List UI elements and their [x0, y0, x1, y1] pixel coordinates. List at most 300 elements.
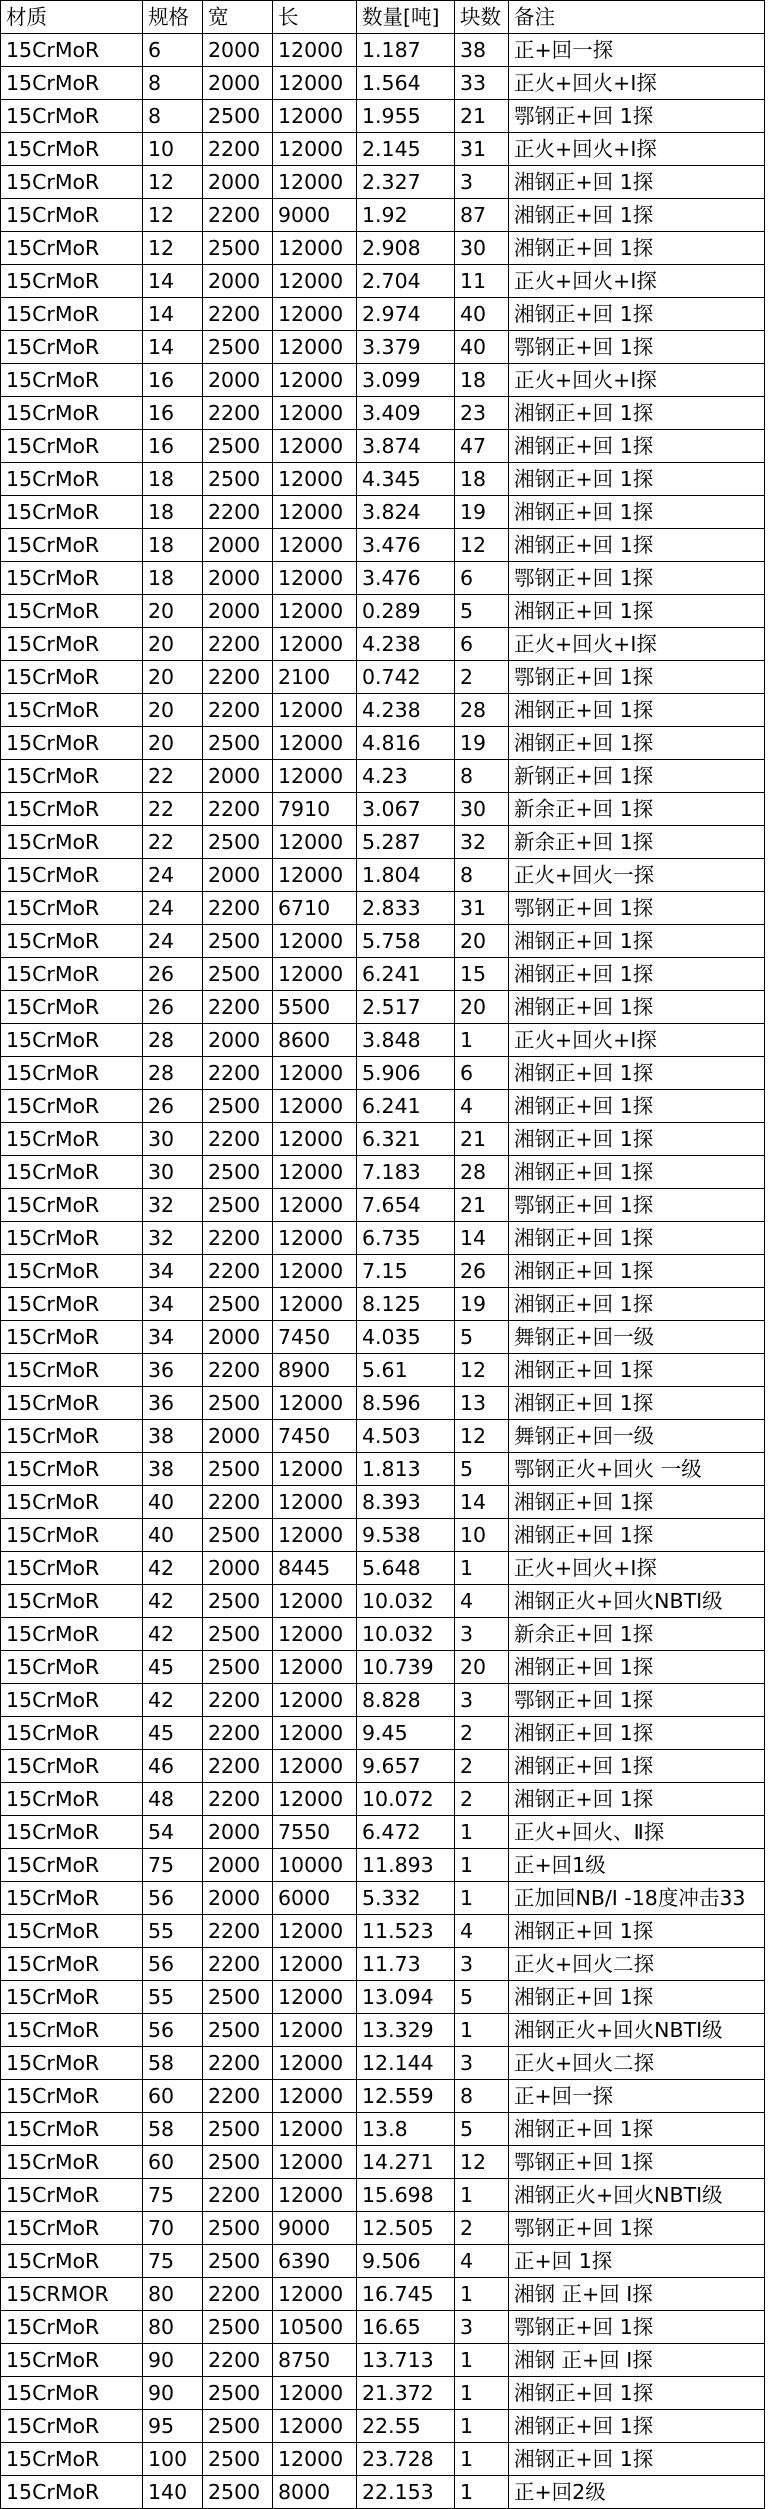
cell-width[interactable]: 2500 [203, 1585, 273, 1618]
header-length[interactable]: 长 [273, 1, 357, 34]
cell-thickness[interactable]: 80 [143, 2278, 203, 2311]
cell-width[interactable]: 2200 [203, 1684, 273, 1717]
cell-length[interactable]: 12000 [273, 1750, 357, 1783]
cell-quantity[interactable]: 3.874 [357, 430, 455, 463]
cell-length[interactable]: 12000 [273, 133, 357, 166]
cell-pieces[interactable]: 2 [455, 1783, 509, 1816]
cell-length[interactable]: 12000 [273, 925, 357, 958]
cell-remarks[interactable]: 湘钢正+回 1探 [509, 694, 765, 727]
cell-thickness[interactable]: 36 [143, 1387, 203, 1420]
cell-remarks[interactable]: 湘钢正火+回火NBTⅠ级 [509, 1585, 765, 1618]
cell-width[interactable]: 2500 [203, 2212, 273, 2245]
cell-length[interactable]: 12000 [273, 1387, 357, 1420]
cell-width[interactable]: 2500 [203, 430, 273, 463]
cell-quantity[interactable]: 16.745 [357, 2278, 455, 2311]
cell-quantity[interactable]: 13.713 [357, 2344, 455, 2377]
cell-remarks[interactable]: 鄂钢正+回 1探 [509, 1189, 765, 1222]
cell-width[interactable]: 2500 [203, 463, 273, 496]
cell-material[interactable]: 15CrMoR [1, 430, 143, 463]
cell-material[interactable]: 15CrMoR [1, 331, 143, 364]
cell-width[interactable]: 2000 [203, 1420, 273, 1453]
cell-remarks[interactable]: 鄂钢正+回 1探 [509, 892, 765, 925]
cell-pieces[interactable]: 38 [455, 34, 509, 67]
cell-material[interactable]: 15CrMoR [1, 1981, 143, 2014]
cell-remarks[interactable]: 正火+回火+I探 [509, 265, 765, 298]
cell-width[interactable]: 2500 [203, 1981, 273, 2014]
cell-thickness[interactable]: 42 [143, 1552, 203, 1585]
cell-material[interactable]: 15CrMoR [1, 397, 143, 430]
cell-length[interactable]: 12000 [273, 2377, 357, 2410]
cell-pieces[interactable]: 5 [455, 1453, 509, 1486]
cell-material[interactable]: 15CrMoR [1, 2311, 143, 2344]
cell-pieces[interactable]: 5 [455, 1321, 509, 1354]
cell-remarks[interactable]: 湘钢正+回 1探 [509, 298, 765, 331]
cell-width[interactable]: 2000 [203, 529, 273, 562]
cell-quantity[interactable]: 7.15 [357, 1255, 455, 1288]
cell-thickness[interactable]: 18 [143, 463, 203, 496]
cell-remarks[interactable]: 湘钢正+回 1探 [509, 397, 765, 430]
cell-quantity[interactable]: 21.372 [357, 2377, 455, 2410]
cell-material[interactable]: 15CrMoR [1, 298, 143, 331]
cell-remarks[interactable]: 湘钢正+回 1探 [509, 1057, 765, 1090]
cell-material[interactable]: 15CrMoR [1, 1321, 143, 1354]
cell-width[interactable]: 2200 [203, 199, 273, 232]
cell-width[interactable]: 2200 [203, 397, 273, 430]
cell-thickness[interactable]: 45 [143, 1717, 203, 1750]
cell-thickness[interactable]: 8 [143, 100, 203, 133]
cell-pieces[interactable]: 21 [455, 100, 509, 133]
cell-thickness[interactable]: 80 [143, 2311, 203, 2344]
cell-length[interactable]: 12000 [273, 1453, 357, 1486]
cell-length[interactable]: 8900 [273, 1354, 357, 1387]
cell-thickness[interactable]: 60 [143, 2080, 203, 2113]
cell-material[interactable]: 15CrMoR [1, 529, 143, 562]
cell-width[interactable]: 2500 [203, 958, 273, 991]
cell-length[interactable]: 12000 [273, 397, 357, 430]
cell-quantity[interactable]: 15.698 [357, 2179, 455, 2212]
cell-width[interactable]: 2500 [203, 925, 273, 958]
cell-pieces[interactable]: 40 [455, 331, 509, 364]
cell-remarks[interactable]: 湘钢 正+回 I探 [509, 2278, 765, 2311]
cell-width[interactable]: 2000 [203, 859, 273, 892]
cell-width[interactable]: 2500 [203, 2014, 273, 2047]
cell-material[interactable]: 15CrMoR [1, 1255, 143, 1288]
cell-quantity[interactable]: 4.238 [357, 628, 455, 661]
cell-quantity[interactable]: 8.393 [357, 1486, 455, 1519]
cell-thickness[interactable]: 70 [143, 2212, 203, 2245]
cell-remarks[interactable]: 正火+回火+I探 [509, 364, 765, 397]
cell-pieces[interactable]: 3 [455, 166, 509, 199]
cell-quantity[interactable]: 12.559 [357, 2080, 455, 2113]
cell-width[interactable]: 2500 [203, 1288, 273, 1321]
cell-thickness[interactable]: 42 [143, 1618, 203, 1651]
cell-thickness[interactable]: 12 [143, 232, 203, 265]
cell-remarks[interactable]: 湘钢正+回 1探 [509, 1255, 765, 1288]
cell-quantity[interactable]: 5.648 [357, 1552, 455, 1585]
cell-remarks[interactable]: 湘钢正+回 1探 [509, 1915, 765, 1948]
cell-pieces[interactable]: 14 [455, 1486, 509, 1519]
cell-remarks[interactable]: 新余正+回 1探 [509, 826, 765, 859]
cell-material[interactable]: 15CrMoR [1, 265, 143, 298]
cell-pieces[interactable]: 31 [455, 133, 509, 166]
cell-thickness[interactable]: 24 [143, 859, 203, 892]
cell-thickness[interactable]: 90 [143, 2377, 203, 2410]
cell-material[interactable]: 15CrMoR [1, 1090, 143, 1123]
cell-material[interactable]: 15CrMoR [1, 199, 143, 232]
cell-quantity[interactable]: 10.032 [357, 1618, 455, 1651]
cell-thickness[interactable]: 42 [143, 1585, 203, 1618]
cell-remarks[interactable]: 湘钢正+回 1探 [509, 166, 765, 199]
cell-remarks[interactable]: 正火+回火+I探 [509, 67, 765, 100]
cell-length[interactable]: 12000 [273, 166, 357, 199]
cell-material[interactable]: 15CrMoR [1, 1519, 143, 1552]
cell-thickness[interactable]: 34 [143, 1255, 203, 1288]
cell-pieces[interactable]: 8 [455, 760, 509, 793]
cell-pieces[interactable]: 5 [455, 2113, 509, 2146]
cell-quantity[interactable]: 7.654 [357, 1189, 455, 1222]
cell-remarks[interactable]: 鄂钢正+回 1探 [509, 1684, 765, 1717]
cell-remarks[interactable]: 湘钢正+回 1探 [509, 199, 765, 232]
cell-length[interactable]: 12000 [273, 232, 357, 265]
cell-quantity[interactable]: 6.735 [357, 1222, 455, 1255]
cell-quantity[interactable]: 22.55 [357, 2410, 455, 2443]
cell-remarks[interactable]: 湘钢正火+回火NBTⅠ级 [509, 2014, 765, 2047]
cell-remarks[interactable]: 正火+回火+I探 [509, 628, 765, 661]
cell-thickness[interactable]: 16 [143, 397, 203, 430]
cell-length[interactable]: 12000 [273, 1585, 357, 1618]
cell-length[interactable]: 12000 [273, 1915, 357, 1948]
cell-thickness[interactable]: 16 [143, 430, 203, 463]
cell-width[interactable]: 2000 [203, 265, 273, 298]
cell-remarks[interactable]: 正+回一探 [509, 2080, 765, 2113]
cell-material[interactable]: 15CrMoR [1, 892, 143, 925]
cell-material[interactable]: 15CrMoR [1, 958, 143, 991]
cell-length[interactable]: 12000 [273, 1123, 357, 1156]
cell-length[interactable]: 5500 [273, 991, 357, 1024]
cell-width[interactable]: 2500 [203, 1618, 273, 1651]
cell-quantity[interactable]: 6.241 [357, 1090, 455, 1123]
cell-length[interactable]: 12000 [273, 1288, 357, 1321]
cell-material[interactable]: 15CrMoR [1, 991, 143, 1024]
cell-length[interactable]: 8750 [273, 2344, 357, 2377]
cell-material[interactable]: 15CrMoR [1, 1354, 143, 1387]
cell-material[interactable]: 15CrMoR [1, 2047, 143, 2080]
cell-thickness[interactable]: 20 [143, 595, 203, 628]
cell-thickness[interactable]: 55 [143, 1915, 203, 1948]
cell-thickness[interactable]: 40 [143, 1519, 203, 1552]
cell-thickness[interactable]: 14 [143, 331, 203, 364]
cell-quantity[interactable]: 1.564 [357, 67, 455, 100]
cell-width[interactable]: 2500 [203, 1090, 273, 1123]
cell-material[interactable]: 15CrMoR [1, 2443, 143, 2476]
cell-quantity[interactable]: 4.238 [357, 694, 455, 727]
cell-length[interactable]: 8600 [273, 1024, 357, 1057]
cell-length[interactable]: 12000 [273, 727, 357, 760]
cell-thickness[interactable]: 12 [143, 199, 203, 232]
cell-width[interactable]: 2500 [203, 2146, 273, 2179]
cell-quantity[interactable]: 13.094 [357, 1981, 455, 2014]
cell-material[interactable]: 15CrMoR [1, 232, 143, 265]
cell-length[interactable]: 12000 [273, 760, 357, 793]
cell-quantity[interactable]: 3.409 [357, 397, 455, 430]
cell-material[interactable]: 15CrMoR [1, 1684, 143, 1717]
cell-pieces[interactable]: 18 [455, 364, 509, 397]
cell-length[interactable]: 12000 [273, 2113, 357, 2146]
cell-quantity[interactable]: 5.758 [357, 925, 455, 958]
cell-quantity[interactable]: 8.125 [357, 1288, 455, 1321]
cell-thickness[interactable]: 18 [143, 496, 203, 529]
cell-material[interactable]: 15CrMoR [1, 2014, 143, 2047]
cell-pieces[interactable]: 3 [455, 1684, 509, 1717]
cell-material[interactable]: 15CrMoR [1, 1189, 143, 1222]
cell-length[interactable]: 12000 [273, 826, 357, 859]
cell-pieces[interactable]: 1 [455, 1882, 509, 1915]
cell-width[interactable]: 2500 [203, 1519, 273, 1552]
cell-thickness[interactable]: 30 [143, 1123, 203, 1156]
cell-thickness[interactable]: 60 [143, 2146, 203, 2179]
cell-material[interactable]: 15CrMoR [1, 793, 143, 826]
cell-thickness[interactable]: 22 [143, 760, 203, 793]
cell-pieces[interactable]: 21 [455, 1189, 509, 1222]
cell-remarks[interactable]: 舞钢正+回一级 [509, 1321, 765, 1354]
cell-thickness[interactable]: 42 [143, 1684, 203, 1717]
cell-quantity[interactable]: 23.728 [357, 2443, 455, 2476]
cell-remarks[interactable]: 正+回 1探 [509, 2245, 765, 2278]
cell-remarks[interactable]: 正火+回火二探 [509, 1948, 765, 1981]
cell-length[interactable]: 12000 [273, 1057, 357, 1090]
cell-pieces[interactable]: 19 [455, 496, 509, 529]
cell-material[interactable]: 15CrMoR [1, 562, 143, 595]
cell-pieces[interactable]: 1 [455, 2443, 509, 2476]
cell-remarks[interactable]: 湘钢正+回 1探 [509, 1651, 765, 1684]
cell-thickness[interactable]: 30 [143, 1156, 203, 1189]
cell-quantity[interactable]: 3.848 [357, 1024, 455, 1057]
cell-pieces[interactable]: 4 [455, 2245, 509, 2278]
cell-thickness[interactable]: 8 [143, 67, 203, 100]
cell-pieces[interactable]: 47 [455, 430, 509, 463]
cell-length[interactable]: 12000 [273, 1222, 357, 1255]
cell-pieces[interactable]: 3 [455, 2311, 509, 2344]
cell-material[interactable]: 15CrMoR [1, 1486, 143, 1519]
cell-width[interactable]: 2200 [203, 2047, 273, 2080]
cell-quantity[interactable]: 11.893 [357, 1849, 455, 1882]
cell-quantity[interactable]: 6.321 [357, 1123, 455, 1156]
cell-material[interactable]: 15CrMoR [1, 2179, 143, 2212]
cell-length[interactable]: 12000 [273, 595, 357, 628]
cell-quantity[interactable]: 8.596 [357, 1387, 455, 1420]
cell-quantity[interactable]: 22.153 [357, 2476, 455, 2509]
cell-pieces[interactable]: 1 [455, 1552, 509, 1585]
cell-length[interactable]: 12000 [273, 430, 357, 463]
cell-remarks[interactable]: 舞钢正+回一级 [509, 1420, 765, 1453]
cell-width[interactable]: 2200 [203, 2344, 273, 2377]
cell-remarks[interactable]: 湘钢正+回 1探 [509, 232, 765, 265]
cell-length[interactable]: 12000 [273, 463, 357, 496]
cell-length[interactable]: 12000 [273, 1981, 357, 2014]
cell-quantity[interactable]: 6.472 [357, 1816, 455, 1849]
cell-material[interactable]: 15CrMoR [1, 661, 143, 694]
cell-pieces[interactable]: 19 [455, 727, 509, 760]
cell-pieces[interactable]: 2 [455, 2212, 509, 2245]
cell-thickness[interactable]: 24 [143, 925, 203, 958]
cell-thickness[interactable]: 20 [143, 694, 203, 727]
cell-length[interactable]: 10500 [273, 2311, 357, 2344]
cell-thickness[interactable]: 75 [143, 1849, 203, 1882]
cell-remarks[interactable]: 鄂钢正+回 1探 [509, 331, 765, 364]
cell-pieces[interactable]: 5 [455, 595, 509, 628]
cell-width[interactable]: 2200 [203, 496, 273, 529]
cell-material[interactable]: 15CrMoR [1, 1453, 143, 1486]
cell-remarks[interactable]: 湘钢正+回 1探 [509, 1486, 765, 1519]
cell-width[interactable]: 2500 [203, 2443, 273, 2476]
cell-width[interactable]: 2200 [203, 1222, 273, 1255]
cell-quantity[interactable]: 3.824 [357, 496, 455, 529]
cell-pieces[interactable]: 4 [455, 1585, 509, 1618]
cell-quantity[interactable]: 4.503 [357, 1420, 455, 1453]
cell-material[interactable]: 15CrMoR [1, 2080, 143, 2113]
cell-width[interactable]: 2000 [203, 1024, 273, 1057]
cell-length[interactable]: 8000 [273, 2476, 357, 2509]
cell-thickness[interactable]: 18 [143, 529, 203, 562]
cell-width[interactable]: 2500 [203, 826, 273, 859]
cell-material[interactable]: 15CrMoR [1, 1783, 143, 1816]
cell-pieces[interactable]: 2 [455, 1750, 509, 1783]
cell-material[interactable]: 15CrMoR [1, 2344, 143, 2377]
cell-pieces[interactable]: 18 [455, 463, 509, 496]
cell-quantity[interactable]: 8.828 [357, 1684, 455, 1717]
cell-quantity[interactable]: 0.289 [357, 595, 455, 628]
cell-material[interactable]: 15CrMoR [1, 1024, 143, 1057]
cell-quantity[interactable]: 4.816 [357, 727, 455, 760]
cell-length[interactable]: 12000 [273, 1948, 357, 1981]
cell-remarks[interactable]: 湘钢正+回 1探 [509, 595, 765, 628]
cell-pieces[interactable]: 6 [455, 562, 509, 595]
cell-width[interactable]: 2200 [203, 1354, 273, 1387]
cell-width[interactable]: 2200 [203, 991, 273, 1024]
cell-pieces[interactable]: 21 [455, 1123, 509, 1156]
cell-quantity[interactable]: 10.739 [357, 1651, 455, 1684]
cell-thickness[interactable]: 40 [143, 1486, 203, 1519]
cell-remarks[interactable]: 湘钢正+回 1探 [509, 496, 765, 529]
cell-thickness[interactable]: 45 [143, 1651, 203, 1684]
cell-material[interactable]: 15CrMoR [1, 595, 143, 628]
cell-remarks[interactable]: 湘钢正+回 1探 [509, 1717, 765, 1750]
cell-material[interactable]: 15CrMoR [1, 1156, 143, 1189]
cell-quantity[interactable]: 16.65 [357, 2311, 455, 2344]
cell-pieces[interactable]: 33 [455, 67, 509, 100]
cell-pieces[interactable]: 1 [455, 2344, 509, 2377]
cell-width[interactable]: 2200 [203, 2080, 273, 2113]
cell-pieces[interactable]: 20 [455, 925, 509, 958]
cell-width[interactable]: 2500 [203, 331, 273, 364]
cell-pieces[interactable]: 15 [455, 958, 509, 991]
cell-pieces[interactable]: 30 [455, 793, 509, 826]
cell-width[interactable]: 2200 [203, 1123, 273, 1156]
cell-thickness[interactable]: 20 [143, 628, 203, 661]
cell-pieces[interactable]: 8 [455, 859, 509, 892]
cell-quantity[interactable]: 2.704 [357, 265, 455, 298]
cell-material[interactable]: 15CrMoR [1, 133, 143, 166]
cell-material[interactable]: 15CrMoR [1, 463, 143, 496]
cell-pieces[interactable]: 31 [455, 892, 509, 925]
cell-material[interactable]: 15CrMoR [1, 1750, 143, 1783]
cell-pieces[interactable]: 20 [455, 1651, 509, 1684]
cell-material[interactable]: 15CrMoR [1, 1585, 143, 1618]
cell-width[interactable]: 2000 [203, 364, 273, 397]
cell-quantity[interactable]: 5.287 [357, 826, 455, 859]
cell-width[interactable]: 2500 [203, 2377, 273, 2410]
cell-pieces[interactable]: 6 [455, 1057, 509, 1090]
cell-remarks[interactable]: 湘钢正+回 1探 [509, 1387, 765, 1420]
cell-width[interactable]: 2500 [203, 2245, 273, 2278]
cell-remarks[interactable]: 湘钢正+回 1探 [509, 1156, 765, 1189]
cell-remarks[interactable]: 新余正+回 1探 [509, 793, 765, 826]
cell-length[interactable]: 12000 [273, 2278, 357, 2311]
cell-length[interactable]: 6710 [273, 892, 357, 925]
cell-remarks[interactable]: 湘钢正+回 1探 [509, 2443, 765, 2476]
cell-material[interactable]: 15CrMoR [1, 727, 143, 760]
cell-quantity[interactable]: 10.072 [357, 1783, 455, 1816]
cell-width[interactable]: 2200 [203, 661, 273, 694]
cell-material[interactable]: 15CrMoR [1, 1222, 143, 1255]
cell-quantity[interactable]: 11.523 [357, 1915, 455, 1948]
cell-remarks[interactable]: 鄂钢正+回 1探 [509, 2146, 765, 2179]
cell-material[interactable]: 15CrMoR [1, 1387, 143, 1420]
cell-remarks[interactable]: 正+回一探 [509, 34, 765, 67]
cell-pieces[interactable]: 1 [455, 1849, 509, 1882]
cell-thickness[interactable]: 26 [143, 991, 203, 1024]
cell-length[interactable]: 12000 [273, 34, 357, 67]
cell-length[interactable]: 7910 [273, 793, 357, 826]
cell-remarks[interactable]: 鄂钢正+回 1探 [509, 100, 765, 133]
cell-length[interactable]: 12000 [273, 331, 357, 364]
cell-width[interactable]: 2200 [203, 133, 273, 166]
cell-quantity[interactable]: 7.183 [357, 1156, 455, 1189]
cell-remarks[interactable]: 湘钢正+回 1探 [509, 1222, 765, 1255]
cell-remarks[interactable]: 正加回NB/I -18度冲击33 [509, 1882, 765, 1915]
cell-quantity[interactable]: 9.45 [357, 1717, 455, 1750]
cell-remarks[interactable]: 湘钢正+回 1探 [509, 1090, 765, 1123]
cell-length[interactable]: 12000 [273, 1486, 357, 1519]
cell-width[interactable]: 2200 [203, 2179, 273, 2212]
cell-material[interactable]: 15CrMoR [1, 1849, 143, 1882]
cell-quantity[interactable]: 3.476 [357, 562, 455, 595]
cell-width[interactable]: 2000 [203, 1321, 273, 1354]
cell-remarks[interactable]: 正+回1级 [509, 1849, 765, 1882]
cell-width[interactable]: 2200 [203, 2278, 273, 2311]
cell-pieces[interactable]: 19 [455, 1288, 509, 1321]
cell-width[interactable]: 2500 [203, 1651, 273, 1684]
cell-width[interactable]: 2000 [203, 1882, 273, 1915]
cell-material[interactable]: 15CrMoR [1, 67, 143, 100]
cell-pieces[interactable]: 23 [455, 397, 509, 430]
cell-remarks[interactable]: 鄂钢正+回 1探 [509, 661, 765, 694]
cell-remarks[interactable]: 湘钢正+回 1探 [509, 1288, 765, 1321]
cell-material[interactable]: 15CrMoR [1, 1552, 143, 1585]
cell-material[interactable]: 15CrMoR [1, 694, 143, 727]
cell-quantity[interactable]: 3.476 [357, 529, 455, 562]
cell-thickness[interactable]: 12 [143, 166, 203, 199]
cell-quantity[interactable]: 2.327 [357, 166, 455, 199]
cell-pieces[interactable]: 1 [455, 2377, 509, 2410]
cell-length[interactable]: 7450 [273, 1420, 357, 1453]
cell-thickness[interactable]: 22 [143, 793, 203, 826]
cell-pieces[interactable]: 12 [455, 2146, 509, 2179]
cell-length[interactable]: 12000 [273, 1156, 357, 1189]
cell-width[interactable]: 2000 [203, 760, 273, 793]
cell-thickness[interactable]: 38 [143, 1420, 203, 1453]
cell-thickness[interactable]: 54 [143, 1816, 203, 1849]
